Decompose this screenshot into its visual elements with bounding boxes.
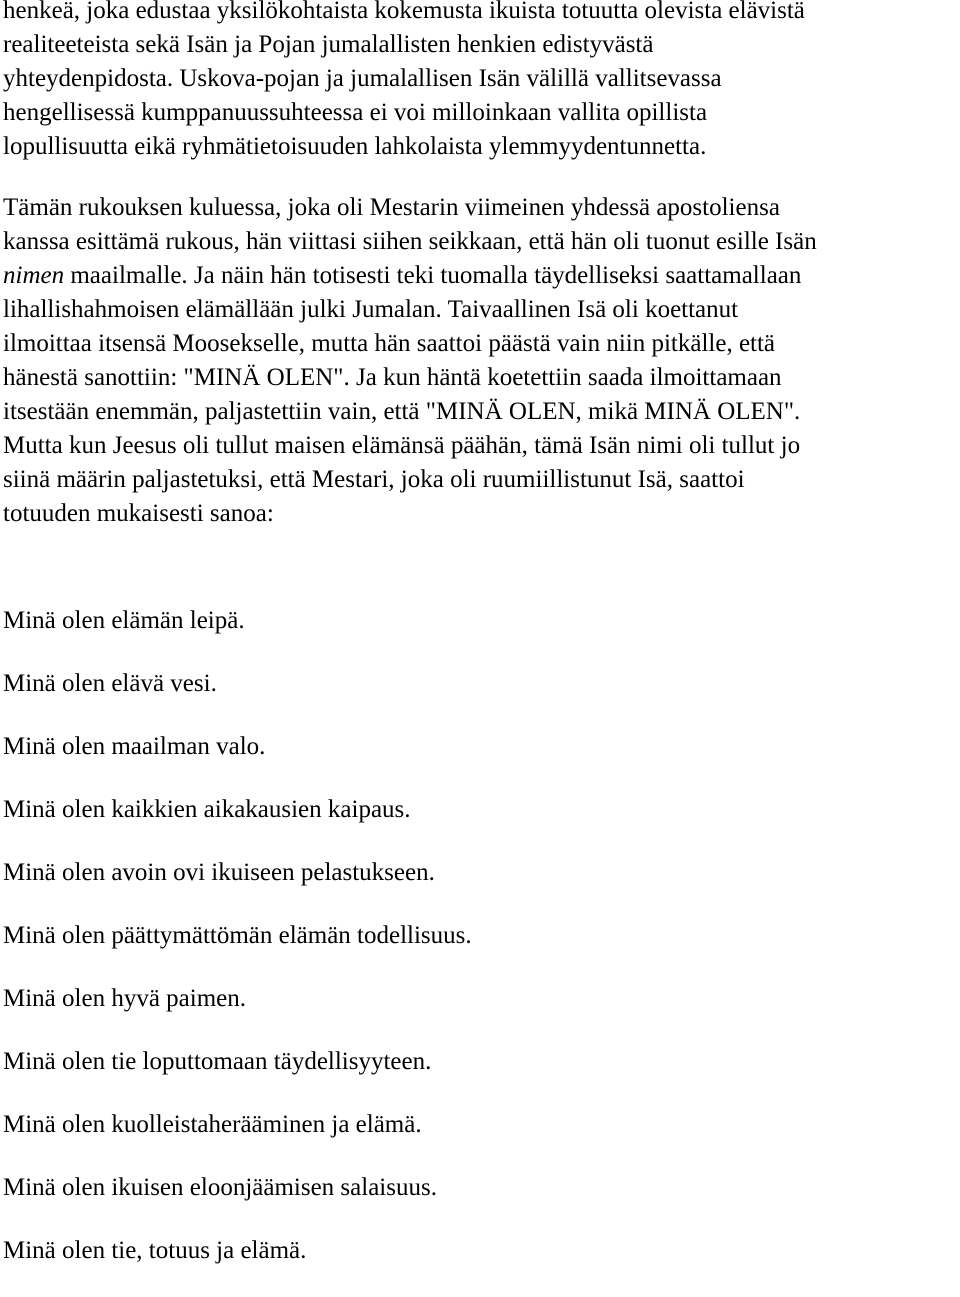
paragraph-2-line-7: itsestään enemmän, paljastettiin vain, että "MINÄ OLEN, mikä MINÄ OLEN". bbox=[3, 398, 801, 425]
paragraph-2-line-4: lihallishahmoisen elämällään julki Jumalan. Taivaallinen Isä oli koettanut bbox=[3, 296, 739, 323]
statement-3: Minä olen maailman valo. bbox=[3, 733, 266, 760]
i-am-statements-list bbox=[3, 604, 957, 1297]
statement-4: Minä olen kaikkien aikakausien kaipaus. bbox=[3, 796, 411, 823]
statement-9: Minä olen kuolleistaherääminen ja elämä. bbox=[3, 1111, 422, 1138]
paragraph-1-line-3: yhteydenpidosta. Uskova-pojan ja jumalallisen Isän välillä vallitsevassa bbox=[3, 65, 722, 92]
paragraph-2-italic-word: nimen bbox=[3, 262, 65, 289]
paragraph-2-line-8: Mutta kun Jeesus oli tullut maisen elämänsä päähän, tämä Isän nimi oli tullut jo bbox=[3, 432, 801, 459]
statement-10: Minä olen ikuisen eloonjäämisen salaisuus. bbox=[3, 1174, 437, 1201]
paragraph-2-line-10: totuuden mukaisesti sanoa: bbox=[3, 500, 274, 527]
paragraph-1-line-5: lopullisuutta eikä ryhmätietoisuuden lahkolaista ylemmyydentunnetta. bbox=[3, 133, 707, 160]
paragraph-1-line-4: hengellisessä kumppanuussuhteessa ei voi milloinkaan vallita opillista bbox=[3, 99, 708, 126]
paragraph-2-line-1: Tämän rukouksen kuluessa, joka oli Mestarin viimeinen yhdessä apostoliensa bbox=[3, 194, 780, 221]
paragraph-2-line-6: hänestä sanottiin: "MINÄ OLEN". Ja kun häntä koetettiin saada ilmoittamaan bbox=[3, 364, 782, 391]
statement-2: Minä olen elävä vesi. bbox=[3, 670, 217, 697]
paragraph-2-line-5: ilmoittaa itsensä Moosekselle, mutta hän saattoi päästä vain niin pitkälle, että bbox=[3, 330, 776, 357]
document-page bbox=[3, 0, 957, 1297]
paragraph-1-line-2: realiteeteista sekä Isän ja Pojan jumalallisten henkien edistyvästä bbox=[3, 31, 654, 58]
statement-7: Minä olen hyvä paimen. bbox=[3, 985, 246, 1012]
paragraph-2-line-2: kanssa esittämä rukous, hän viittasi siihen seikkaan, että hän oli tuonut esille Isän bbox=[3, 228, 817, 255]
statement-1: Minä olen elämän leipä. bbox=[3, 607, 245, 634]
statement-11: Minä olen tie, totuus ja elämä. bbox=[3, 1237, 307, 1264]
paragraph-2-line-3: maailmalle. Ja näin hän totisesti teki tuomalla täydelliseksi saattamallaan bbox=[64, 262, 802, 289]
paragraph-1 bbox=[3, 0, 957, 164]
statement-6: Minä olen päättymättömän elämän todellisuus. bbox=[3, 922, 472, 949]
paragraph-1-line-1: henkeä, joka edustaa yksilökohtaista kokemusta ikuista totuutta olevista elävistä bbox=[3, 0, 805, 24]
paragraph-2-line-9: siinä määrin paljastetuksi, että Mestari, joka oli ruumiillistunut Isä, saattoi bbox=[3, 466, 745, 493]
statement-5: Minä olen avoin ovi ikuiseen pelastukseen. bbox=[3, 859, 435, 886]
paragraph-2 bbox=[3, 191, 957, 531]
statement-8: Minä olen tie loputtomaan täydellisyyteen. bbox=[3, 1048, 432, 1075]
